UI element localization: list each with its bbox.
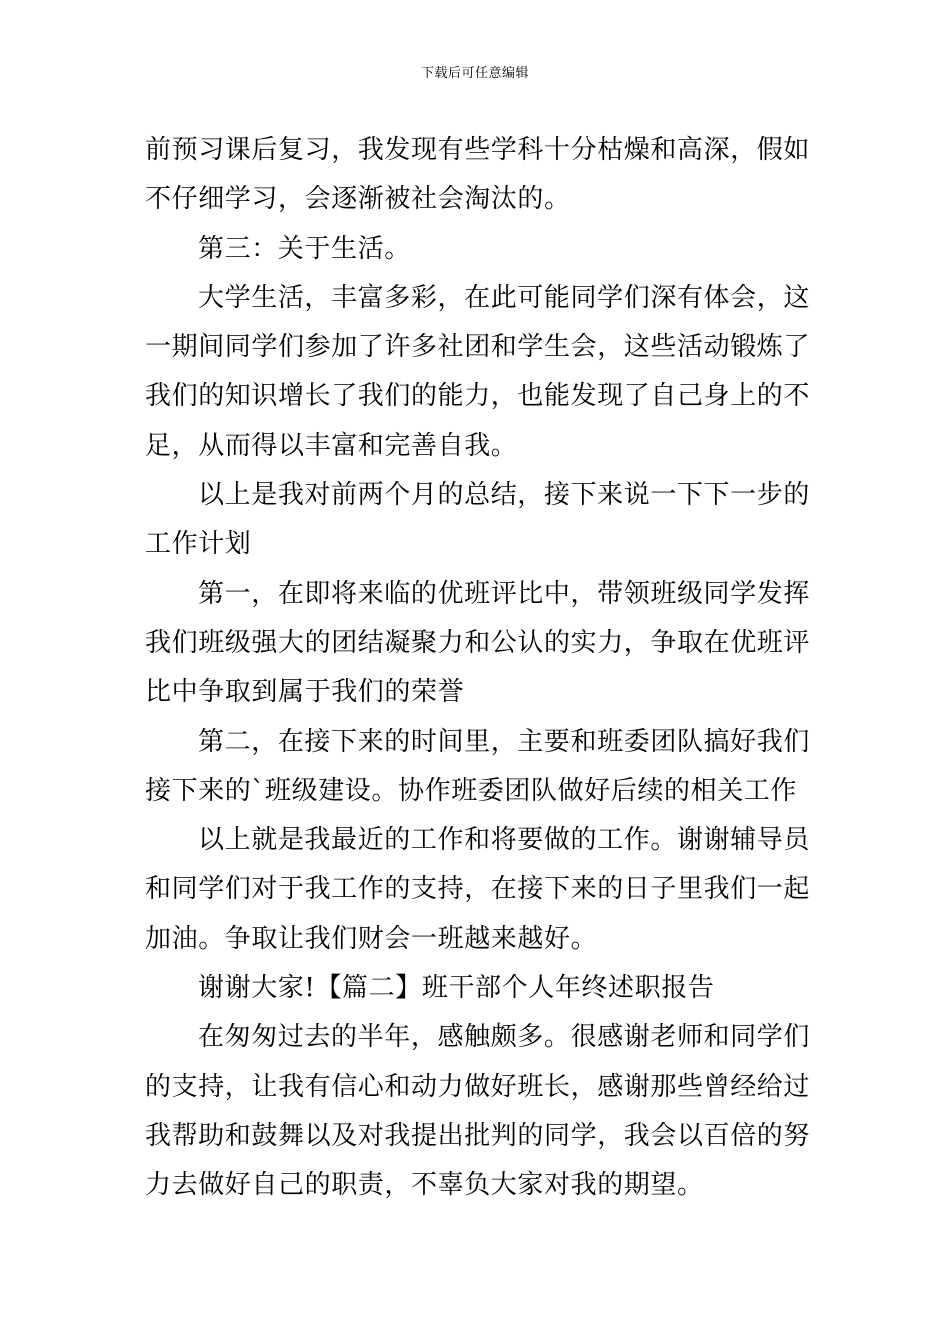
paragraph-2: 第三：关于生活。 [198, 233, 411, 264]
paragraph-5: 第一，在即将来临的优班评比中，带领班级同学发挥我们班级强大的团结凝聚力和公认的实力，争取在优班评比中争取到属于我们的荣誉 [145, 578, 811, 708]
paragraph-1: 前预习课后复习，我发现有些学科十分枯燥和高深，假如不仔细学习，会逐渐被社会淘汰的。 [145, 135, 811, 215]
paragraph-3: 大学生活，丰富多彩，在此可能同学们深有体会，这一期间同学们参加了许多社团和学生会，这些活动锻炼了我们的知识增长了我们的能力，也能发现了自己身上的不足，从而得以丰富和完善自我。 [145, 282, 811, 461]
page-header: 下载后可任意编辑 [420, 66, 529, 81]
paragraph-8: 谢谢大家!【篇二】班干部个人年终述职报告 [198, 973, 715, 1004]
document-body [145, 126, 810, 1211]
paragraph-6: 第二，在接下来的时间里，主要和班委团队搞好我们接下来的`班级建设。协作班委团队做好后续的相关工作 [145, 726, 810, 806]
paragraph-4: 以上是我对前两个月的总结，接下来说一下下一步的工作计划 [145, 480, 810, 560]
paragraph-9: 在匆匆过去的半年，感触颇多。很感谢老师和同学们的支持，让我有信心和动力做好班长，感谢那些曾经给过我帮助和鼓舞以及对我提出批判的同学，我会以百倍的努力去做好自己的职责，不辜负大家对我的期望。 [145, 1022, 811, 1201]
paragraph-7: 以上就是我最近的工作和将要做的工作。谢谢辅导员和同学们对于我工作的支持，在接下来的日子里我们一起加油。争取让我们财会一班越来越好。 [145, 825, 811, 954]
